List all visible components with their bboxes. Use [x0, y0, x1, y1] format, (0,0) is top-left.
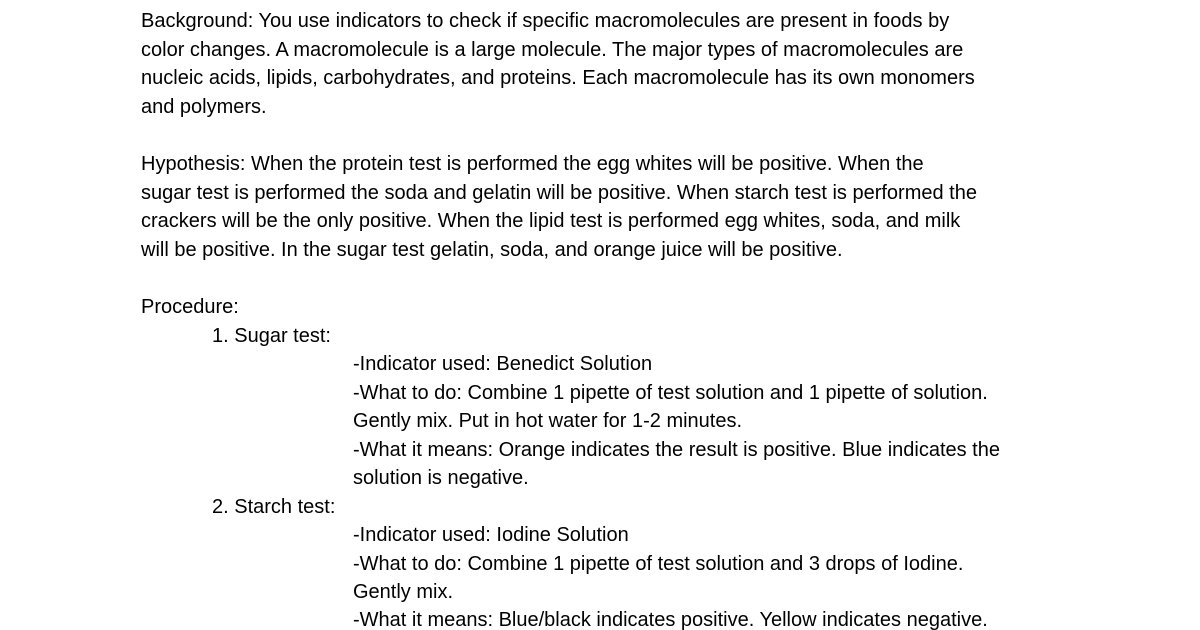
starch-test-line-2: -What to do: Combine 1 pipette of test solution and 3 drops of Iodine.	[353, 553, 964, 575]
background-line-3: nucleic acids, lipids, carbohydrates, and proteins. Each macromolecule has its own monomers	[141, 67, 975, 89]
hypothesis-line-2: sugar test is performed the soda and gelatin will be positive. When starch test is performed the	[141, 182, 977, 204]
sugar-test-line-5: solution is negative.	[353, 467, 529, 489]
hypothesis-line-1: Hypothesis: When the protein test is performed the egg whites will be positive. When the	[141, 153, 924, 175]
background-line-2: color changes. A macromolecule is a large molecule. The major types of macromolecules are	[141, 39, 964, 61]
hypothesis-line-4: will be positive. In the sugar test gelatin, soda, and orange juice will be positive.	[141, 239, 843, 261]
starch-test-line-1: -Indicator used: Iodine Solution	[353, 524, 629, 546]
starch-test-line-4: -What it means: Blue/black indicates positive. Yellow indicates negative.	[353, 609, 988, 630]
background-line-1: Background: You use indicators to check if specific macromolecules are present in foods by	[141, 10, 950, 32]
sugar-test-line-3: Gently mix. Put in hot water for 1-2 minutes.	[353, 410, 743, 432]
sugar-test-line-4: -What it means: Orange indicates the result is positive. Blue indicates the	[353, 439, 1000, 461]
starch-test-line-3: Gently mix.	[353, 581, 454, 603]
sugar-test-line-1: -Indicator used: Benedict Solution	[353, 353, 653, 375]
procedure-heading: Procedure:	[141, 296, 239, 318]
starch-test-label: 2. Starch test:	[212, 496, 336, 518]
hypothesis-line-3: crackers will be the only positive. When the lipid test is performed egg whites, soda, and milk	[141, 210, 961, 232]
sugar-test-label: 1. Sugar test:	[212, 325, 331, 347]
background-line-4: and polymers.	[141, 96, 267, 118]
sugar-test-line-2: -What to do: Combine 1 pipette of test solution and 1 pipette of solution.	[353, 382, 988, 404]
